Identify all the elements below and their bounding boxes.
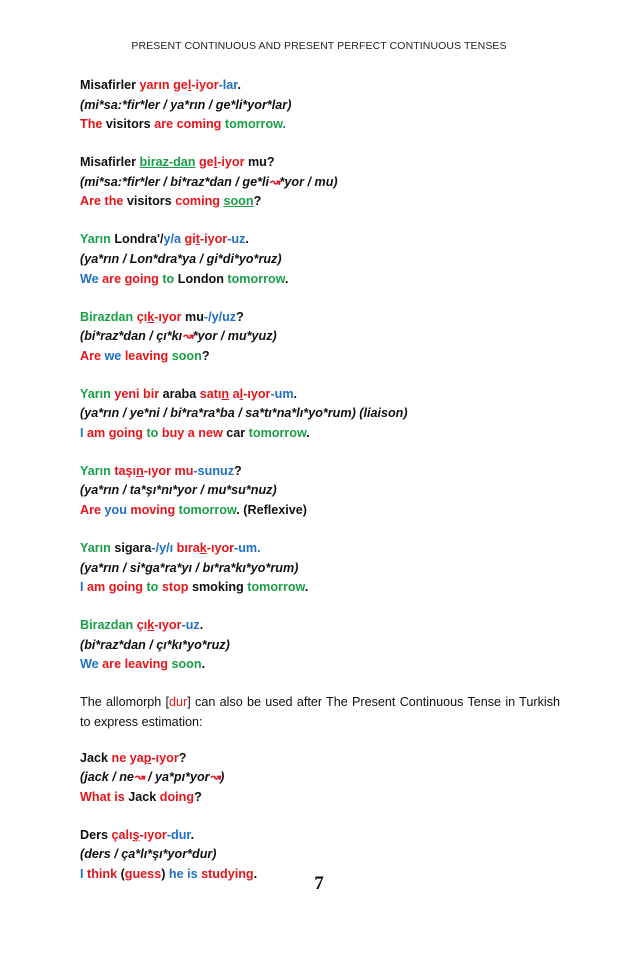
text-segment: Yarın bbox=[80, 232, 115, 247]
text-segment: yarın bbox=[139, 78, 174, 92]
example-block bbox=[80, 308, 560, 367]
text-segment: -ıyor bbox=[151, 750, 179, 765]
text-segment: gi bbox=[184, 232, 196, 247]
text-segment: London bbox=[177, 271, 228, 286]
text-segment: we bbox=[104, 348, 125, 363]
text-segment: / ya*pı*yor bbox=[144, 770, 210, 785]
text-segment: -iyor bbox=[191, 78, 219, 92]
text-segment: -ıyor bbox=[143, 463, 175, 478]
text-segment: stop bbox=[161, 580, 192, 595]
example-block bbox=[80, 462, 560, 521]
text-segment: smoking bbox=[191, 580, 248, 595]
english-translation bbox=[80, 578, 560, 598]
english-translation bbox=[80, 424, 560, 444]
text-segment: . bbox=[293, 386, 298, 401]
turkish-sentence bbox=[80, 230, 560, 250]
text-segment: ta bbox=[114, 463, 126, 478]
text-segment: -lar bbox=[218, 78, 238, 92]
text-segment: . bbox=[282, 117, 286, 132]
turkish-sentence bbox=[80, 385, 560, 405]
pronunciation-line bbox=[80, 327, 560, 347]
text-segment: -sunuz bbox=[193, 463, 234, 478]
text-segment: ] can also be used after The Present Continuous Tense in Turkish to express estimation: bbox=[80, 695, 560, 729]
text-segment: -/y/ı bbox=[151, 541, 177, 556]
text-segment: ya bbox=[129, 750, 144, 765]
block-spacer bbox=[80, 598, 560, 616]
turkish-sentence bbox=[80, 462, 560, 482]
text-segment: ge bbox=[173, 78, 188, 92]
text-segment: Are the bbox=[80, 194, 127, 209]
turkish-sentence bbox=[80, 749, 560, 769]
text-segment: bıra bbox=[176, 541, 200, 556]
text-segment: sigara bbox=[114, 541, 152, 556]
text-segment: l bbox=[239, 386, 244, 401]
text-segment: k bbox=[199, 541, 207, 556]
pronunciation-line bbox=[80, 636, 560, 656]
text-segment: Yarın bbox=[80, 386, 115, 401]
text-segment: çalı bbox=[111, 827, 133, 842]
text-segment: -uz bbox=[227, 232, 246, 247]
text-segment: şı bbox=[125, 463, 137, 478]
example-block bbox=[80, 539, 560, 598]
turkish-sentence bbox=[80, 76, 560, 96]
text-segment: I bbox=[80, 425, 87, 440]
text-segment: The allomorph [ bbox=[80, 695, 170, 710]
text-segment: Birazdan bbox=[80, 309, 137, 324]
text-segment: . bbox=[201, 657, 206, 672]
turkish-sentence bbox=[80, 308, 560, 328]
example-block bbox=[80, 153, 560, 212]
english-translation bbox=[80, 115, 560, 135]
english-translation bbox=[80, 501, 560, 521]
text-segment: leaving bbox=[124, 348, 172, 363]
text-segment: am going bbox=[87, 425, 147, 440]
text-segment: Jack bbox=[80, 750, 112, 765]
text-segment: tomorrow bbox=[227, 271, 286, 286]
text-segment: studying bbox=[201, 866, 254, 881]
text-segment: Misafirler bbox=[80, 155, 140, 170]
text-segment: -ıyor bbox=[154, 618, 182, 633]
text-segment: (mi*sa:*fir*ler / bi*raz*dan / ge*li bbox=[80, 174, 269, 189]
text-segment: çı bbox=[136, 618, 148, 633]
text-segment: p bbox=[143, 750, 152, 765]
page-content bbox=[80, 76, 560, 903]
text-segment: Ders bbox=[80, 827, 112, 842]
text-segment: Misafirler bbox=[80, 78, 140, 92]
text-segment: ? bbox=[194, 789, 202, 804]
text-segment: visitors bbox=[126, 194, 176, 209]
text-segment: *yor / mu*yuz) bbox=[192, 329, 277, 344]
text-segment: are going bbox=[102, 271, 163, 286]
text-segment: Jack bbox=[128, 789, 160, 804]
text-segment: you bbox=[104, 503, 131, 518]
text-segment: to bbox=[162, 271, 178, 286]
text-segment: (ya*rın / si*ga*ra*yı / bı*ra*kı*yo*rum) bbox=[80, 560, 299, 575]
text-segment: (mi*sa:*fir*ler / ya*rın / ge*li*yor*lar) bbox=[80, 97, 292, 112]
english-translation bbox=[80, 270, 560, 290]
text-segment: ge bbox=[198, 155, 214, 170]
text-segment: tomorrow bbox=[178, 503, 237, 518]
text-segment: to bbox=[146, 580, 162, 595]
text-segment: We bbox=[80, 657, 103, 672]
pronunciation-line bbox=[80, 173, 560, 193]
text-segment: ? bbox=[266, 155, 275, 170]
text-segment: (bi*raz*dan / çı*kı*yo*ruz) bbox=[80, 637, 230, 652]
text-segment: k bbox=[147, 309, 155, 324]
text-segment: (ya*rın / ye*ni / bi*ra*ra*ba / sa*tı*na*lı*yo*rum) (liaison) bbox=[80, 406, 408, 421]
text-segment: buy a new bbox=[161, 425, 227, 440]
text-segment: ) bbox=[161, 866, 169, 881]
example-block bbox=[80, 616, 560, 675]
pronunciation-line bbox=[80, 250, 560, 270]
text-segment: araba bbox=[162, 386, 200, 401]
text-segment: tomorrow bbox=[248, 425, 307, 440]
text-segment: Are bbox=[80, 348, 105, 363]
text-segment: mu bbox=[185, 309, 204, 324]
text-segment: -ıyor bbox=[206, 541, 235, 556]
text-segment: -um bbox=[270, 386, 294, 401]
text-segment: ↝ bbox=[209, 770, 221, 785]
text-segment: . bbox=[304, 580, 309, 595]
text-segment: visitors bbox=[105, 117, 155, 132]
text-segment: . bbox=[253, 866, 258, 881]
text-segment: . bbox=[190, 827, 195, 842]
text-segment: y/a bbox=[163, 232, 185, 247]
text-segment: (ya*rın / ta*şı*nı*yor / mu*su*nuz) bbox=[80, 483, 277, 498]
pronunciation-line bbox=[80, 404, 560, 424]
text-segment: l bbox=[187, 78, 192, 92]
pronunciation-line bbox=[80, 768, 560, 788]
text-segment: Londra'/ bbox=[114, 232, 164, 247]
text-segment: soon bbox=[171, 348, 202, 363]
text-segment: . (Reflexive) bbox=[236, 503, 307, 518]
text-segment: . bbox=[199, 618, 204, 633]
text-segment: We bbox=[80, 271, 103, 286]
text-segment: ) bbox=[220, 770, 225, 785]
text-segment: ↝ bbox=[133, 770, 145, 785]
pronunciation-line bbox=[80, 481, 560, 501]
text-segment: tomorrow bbox=[247, 580, 305, 595]
explanation-paragraph bbox=[80, 693, 560, 732]
text-segment: What is bbox=[80, 789, 129, 804]
text-segment: Birazdan bbox=[80, 618, 137, 633]
text-segment: . bbox=[237, 78, 242, 92]
text-segment: guess bbox=[124, 866, 162, 881]
text-segment: coming bbox=[175, 194, 224, 209]
block-spacer bbox=[80, 366, 560, 384]
text-segment: (jack / ne bbox=[80, 770, 134, 785]
block-spacer bbox=[80, 807, 560, 825]
text-segment: The bbox=[80, 117, 106, 132]
text-segment: . bbox=[285, 271, 289, 286]
text-segment: satı bbox=[199, 386, 222, 401]
text-segment: (bi*raz*dan / çı*kı bbox=[80, 329, 183, 344]
turkish-sentence bbox=[80, 616, 560, 636]
page-number: 7 bbox=[314, 873, 324, 894]
text-segment: to bbox=[146, 425, 162, 440]
text-segment: k bbox=[147, 618, 155, 633]
text-segment: biraz-dan bbox=[139, 155, 196, 170]
example-block bbox=[80, 230, 560, 289]
text-segment: ↝ bbox=[182, 329, 193, 344]
text-segment: Yarın bbox=[80, 541, 115, 556]
text-segment: n bbox=[221, 386, 230, 401]
example-block bbox=[80, 749, 560, 808]
text-segment: moving bbox=[130, 503, 179, 518]
text-segment: -ıyor bbox=[154, 309, 186, 324]
text-segment: l bbox=[213, 155, 218, 170]
block-spacer bbox=[80, 135, 560, 153]
text-segment: are coming bbox=[154, 117, 225, 132]
text-segment: am going bbox=[87, 580, 147, 595]
page-header: PRESENT CONTINUOUS AND PRESENT PERFECT CONTINUOUS TENSES bbox=[131, 40, 507, 52]
text-segment: soon bbox=[223, 194, 254, 209]
text-segment: mu bbox=[247, 155, 267, 170]
text-segment: Yarın bbox=[80, 463, 115, 478]
block-spacer bbox=[80, 289, 560, 307]
text-segment: -iyor bbox=[199, 232, 228, 247]
text-segment: ? bbox=[253, 194, 262, 209]
text-segment: car bbox=[226, 425, 249, 440]
text-segment: -dur bbox=[166, 827, 191, 842]
english-translation bbox=[80, 788, 560, 808]
turkish-sentence bbox=[80, 153, 560, 173]
text-segment: mu bbox=[174, 463, 194, 478]
text-segment: ( bbox=[120, 866, 125, 881]
turkish-sentence bbox=[80, 539, 560, 559]
text-segment: n bbox=[136, 463, 144, 478]
block-spacer bbox=[80, 443, 560, 461]
text-segment: yeni bir bbox=[114, 386, 163, 401]
text-segment: soon bbox=[171, 657, 202, 672]
pronunciation-line bbox=[80, 845, 560, 865]
text-segment: I bbox=[80, 580, 87, 595]
text-segment: dur bbox=[169, 695, 188, 710]
turkish-sentence bbox=[80, 826, 560, 846]
text-segment: a bbox=[232, 386, 240, 401]
text-segment: are leaving bbox=[102, 657, 172, 672]
text-segment: t bbox=[195, 232, 200, 247]
block-spacer bbox=[80, 675, 560, 693]
text-segment: -um. bbox=[234, 541, 261, 556]
english-translation bbox=[80, 655, 560, 675]
text-segment: -ıyor bbox=[139, 827, 167, 842]
text-segment: tomorrow bbox=[224, 117, 283, 132]
text-segment: (ders / ça*lı*şı*yor*dur) bbox=[80, 847, 217, 862]
pronunciation-line bbox=[80, 559, 560, 579]
text-segment: doing bbox=[159, 789, 195, 804]
english-translation bbox=[80, 192, 560, 212]
text-segment: . bbox=[245, 232, 249, 247]
text-segment: he is bbox=[168, 866, 202, 881]
example-block bbox=[80, 76, 560, 135]
text-segment: -uz bbox=[181, 618, 200, 633]
text-segment: ne bbox=[111, 750, 130, 765]
text-segment: -ıyor bbox=[243, 386, 271, 401]
text-segment: ? bbox=[178, 750, 187, 765]
text-segment: ? bbox=[234, 463, 242, 478]
text-segment: think bbox=[87, 866, 121, 881]
block-spacer bbox=[80, 521, 560, 539]
text-segment: -/y/uz bbox=[203, 309, 237, 324]
text-segment: *yor / mu) bbox=[279, 174, 338, 189]
text-segment: ? bbox=[236, 309, 244, 324]
english-translation bbox=[80, 347, 560, 367]
text-segment: . bbox=[306, 425, 310, 440]
text-segment: çı bbox=[136, 309, 148, 324]
block-spacer bbox=[80, 212, 560, 230]
text-segment: -iyor bbox=[217, 155, 248, 170]
pronunciation-line bbox=[80, 96, 560, 116]
example-block bbox=[80, 385, 560, 444]
text-segment: ↝ bbox=[268, 174, 280, 189]
text-segment: ş bbox=[132, 827, 140, 842]
text-segment: (ya*rın / Lon*dra*ya / gi*di*yo*ruz) bbox=[80, 251, 282, 266]
text-segment: Are bbox=[80, 503, 105, 518]
text-segment: ? bbox=[201, 348, 210, 363]
text-segment: I bbox=[80, 866, 87, 881]
